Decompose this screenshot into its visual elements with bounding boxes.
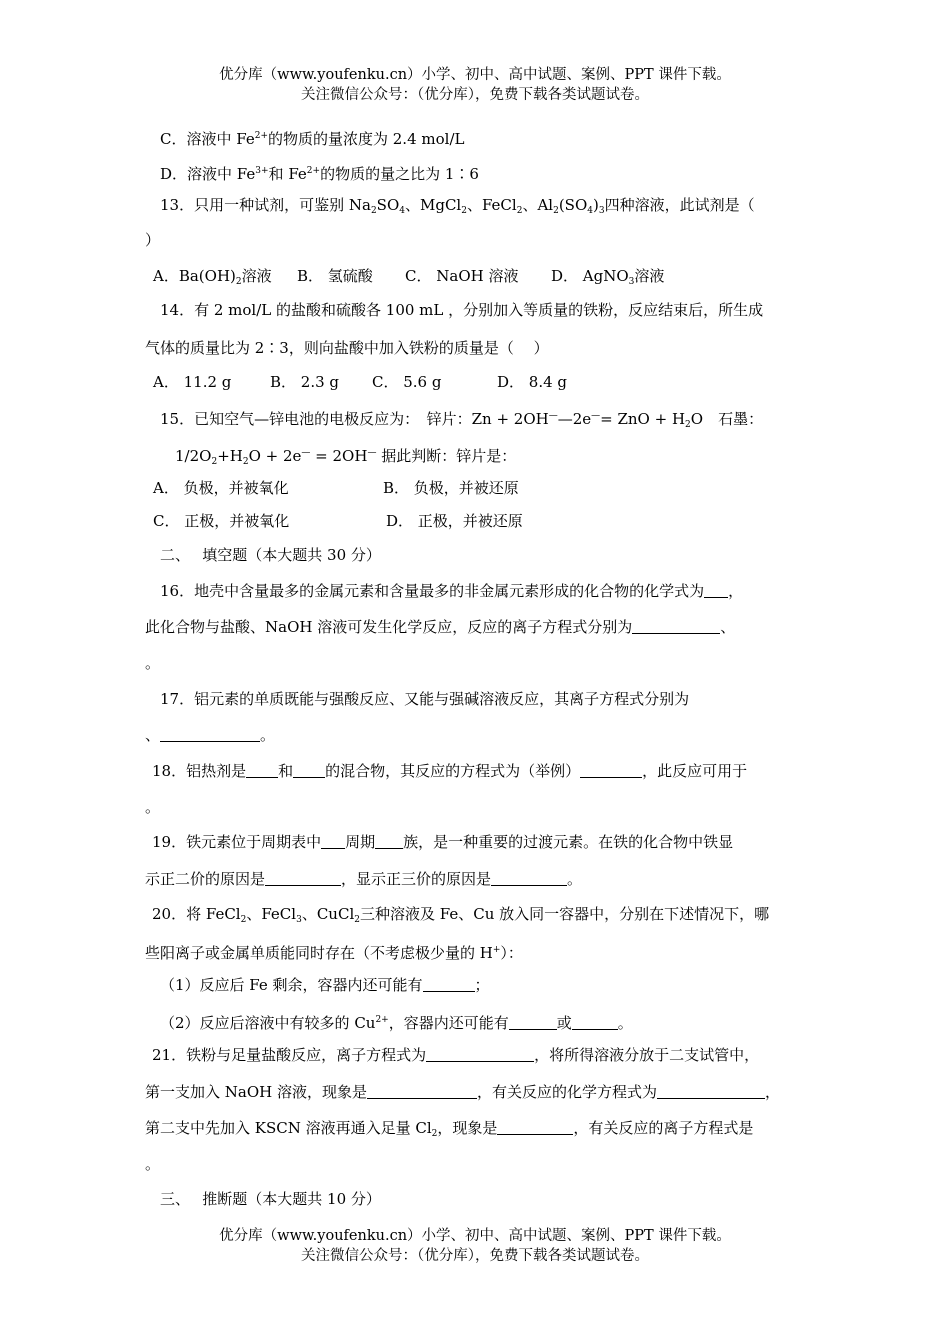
q17-line-2: 、 。 (145, 726, 276, 744)
answer-blank[interactable] (657, 1082, 765, 1099)
q13-option-a: A．$Ba(OH)_2$溶液 (153, 267, 272, 287)
q19-line-2: 示正二价的原因是 ，显示正三价的原因是 。 (145, 870, 583, 888)
answer-blank[interactable] (321, 832, 345, 849)
q13-stem-end: ） (145, 231, 161, 249)
q14-option-c: C． 5.6 g (372, 373, 442, 391)
answer-blank[interactable] (265, 869, 341, 886)
header-line-2: 关注微信公众号：（优分库），免费下载各类试题试卷。 (301, 87, 649, 103)
answer-blank[interactable] (367, 1082, 477, 1099)
q20-line-2: 些阳离子或金属单质能同时存在（不考虑极少量的 H+）： (145, 944, 523, 962)
q15-option-c: C． 正极，并被氧化 (153, 512, 290, 530)
q15-option-b: B． 负极，并被还原 (383, 479, 519, 497)
answer-blank[interactable] (704, 581, 728, 598)
q13-option-d: D． AgNO$_3$溶液 (551, 267, 665, 287)
q16-line-2: 此化合物与盐酸、NaOH 溶液可发生化学反应，反应的离子方程式分别为 、 (145, 618, 736, 636)
q18-line-2: 。 (145, 798, 161, 816)
section-3-title: 三、 推断题（本大题共 10 分） (160, 1190, 381, 1208)
footer-line-1: 优分库（www.youfenku.cn）小学、初中、高中试题、案例、PPT 课件下载。 (219, 1228, 731, 1244)
answer-blank[interactable] (491, 869, 567, 886)
answer-blank[interactable] (497, 1118, 573, 1135)
q21-line-4: 。 (145, 1155, 161, 1173)
section-2-title: 二、 填空题（本大题共 30 分） (160, 546, 381, 564)
answer-blank[interactable] (632, 617, 720, 634)
q20-part-1: （1）反应后 Fe 剩余，容器内还可能有 ； (160, 976, 490, 994)
q13-stem: 13．只用一种试剂，可鉴别 $Na_2SO_4$、MgCl$_2$、FeCl$_2$、$Al_2(SO_4)_3$四种溶液，此试剂是（ (160, 196, 755, 216)
q15-option-a: A． 负极，并被氧化 (153, 479, 289, 497)
answer-blank[interactable] (160, 725, 260, 742)
q13-option-c: C． NaOH 溶液 (405, 267, 519, 285)
q17-line-1: 17．铝元素的单质既能与强酸反应、又能与强碱溶液反应，其离子方程式分别为 (160, 690, 690, 708)
q15-option-d: D． 正极，并被还原 (386, 512, 523, 530)
q21-line-2: 第一支加入 NaOH 溶液，现象是 ，有关反应的化学方程式为 ， (145, 1083, 781, 1101)
q13-option-b: B． 氢硫酸 (297, 267, 373, 285)
q14-option-d: D． 8.4 g (497, 373, 568, 391)
q20-part-2: （2）反应后溶液中有较多的 $Cu^{2+}$，容器内还可能有 或 。 (160, 1014, 633, 1032)
answer-blank[interactable] (509, 1013, 557, 1030)
answer-blank[interactable] (375, 832, 403, 849)
q15-stem-line-2: $1/2O_2+H_2O + 2e^— = 2OH^—$ 据此判断：锌片是： (175, 447, 517, 467)
answer-blank[interactable] (426, 1045, 534, 1062)
header-line-1: 优分库（www.youfenku.cn）小学、初中、高中试题、案例、PPT 课件下载。 (219, 67, 731, 83)
answer-blank[interactable] (572, 1013, 618, 1030)
q21-line-1: 21．铁粉与足量盐酸反应，离子方程式为 ，将所得溶液分放于二支试管中， (152, 1046, 760, 1064)
q14-option-a: A． 11.2 g (153, 373, 232, 391)
answer-blank[interactable] (423, 975, 475, 992)
q21-line-3: 第二支中先加入 KSCN 溶液再通入足量 $Cl_2$，现象是 ，有关反应的离子方程式是 (145, 1119, 754, 1139)
q12-option-c: C．溶液中 $Fe^{2+}$的物质的量浓度为 2.4 mol/L (160, 130, 465, 148)
footer-line-2: 关注微信公众号：（优分库），免费下载各类试题试卷。 (301, 1248, 649, 1264)
q14-stem-line-2: 气体的质量比为 2∶3，则向盐酸中加入铁粉的质量是（ ） (145, 339, 549, 357)
q14-option-b: B． 2.3 g (270, 373, 340, 391)
answer-blank[interactable] (246, 761, 278, 778)
answer-blank[interactable] (293, 761, 325, 778)
q16-line-1: 16．地壳中含量最多的金属元素和含量最多的非金属元素形成的化合物的化学式为 ， (160, 582, 744, 600)
answer-blank[interactable] (580, 761, 642, 778)
q19-line-1: 19．铁元素位于周期表中 周期 族，是一种重要的过渡元素。在铁的化合物中铁显 (152, 833, 734, 851)
q14-stem-line-1: 14．有 2 mol/L 的盐酸和硫酸各 100 mL ，分别加入等质量的铁粉，反应结束后，所生成 (160, 301, 764, 319)
q16-line-3: 。 (145, 654, 161, 672)
q18-line-1: 18．铝热剂是 和 的混合物，其反应的方程式为（举例） ，此反应可用于 (152, 762, 748, 780)
q12-option-d: D．溶液中 $Fe^{3+}$和 $Fe^{2+}$的物质的量之比为 1∶6 (160, 165, 479, 183)
q15-stem-line-1: 15．已知空气—锌电池的电极反应为： 锌片：Zn + 2OH——2e—= ZnO + $H_2O$ 石墨： (160, 410, 764, 430)
q20-line-1: 20．将 FeCl$_2$、FeCl$_3$、CuCl$_2$三种溶液及 Fe、Cu 放入同一容器中，分别在下述情况下，哪 (152, 905, 770, 925)
